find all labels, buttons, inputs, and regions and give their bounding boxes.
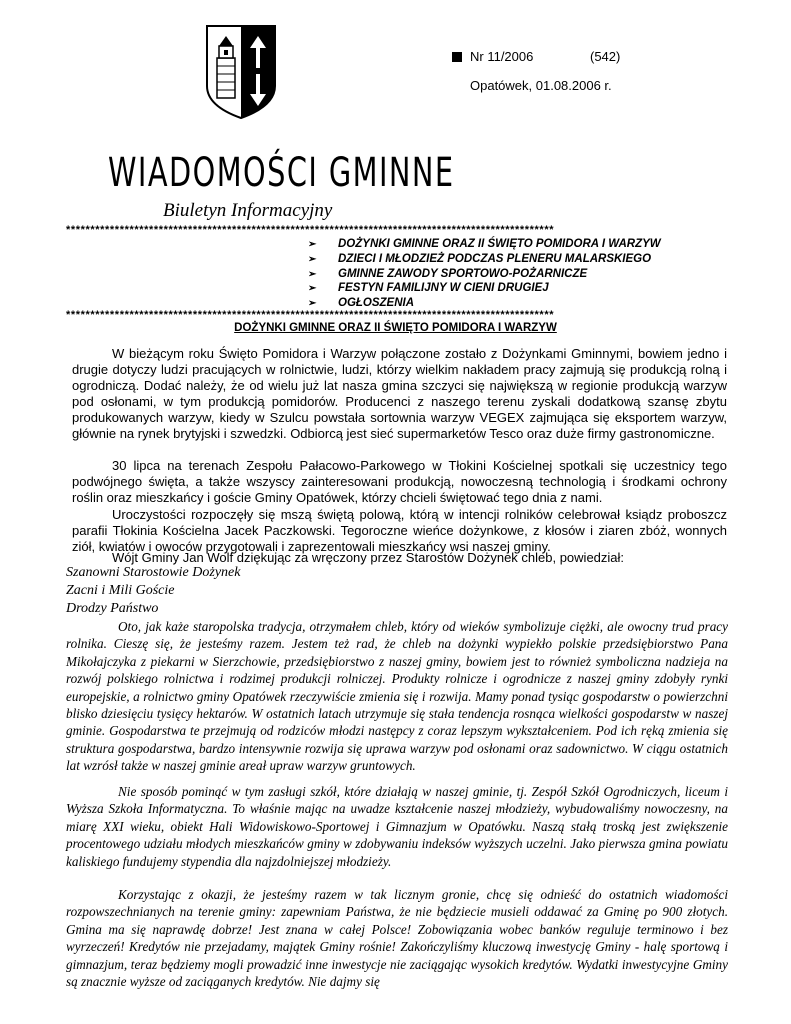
municipal-coat-of-arms-icon [205, 24, 277, 120]
speech-greeting: Szanowni Starostowie Dożynek [66, 565, 241, 580]
speech-paragraph: Korzystając z okazji, że jesteśmy razem w tak licznym gronie, chcę się odnieść do ostatnich wiadomości rozpowszechnianych na terenie gminy: zapewniam Państwa, że nie będziecie musieli oddawać za Gminę po 900 złotych. Gmina ma się naprawdę dobrze! Jest znana w całej Polsce! Zobowiązania wobec banków reguluje terminowo i bez wyrzeczeń! Kredytów nie przejadamy, majątek Gminy rośnie! Zakończyliśmy kluczową inwestycję Gminy - halę sportową i gimnazjum, teraz będziemy mogli prowadzić inne inwestycje nie zaciągając wysokich kredytów. Wydatki inwestycyjne Gminy są znacznie wyższe od zaciąganych kredytów. Nie dajmy się [66, 887, 728, 990]
article-paragraph: W bieżącym roku Święto Pomidora i Warzyw połączone zostało z Dożynkami Gminnymi, bowiem jedno i drugie dotyczy ludzi pracujących w rolnictwie, ludzi, którzy wielkim nakładem pracy zajmują się produkcją rolną i ogrodniczą. Dodać należy, że od wielu już lat nasza gmina szczyci się największą w regionie produkcją warzyw pod osłonami, w tym produkcją pomidorów. Producenci z naszego terenu zyskali dodatkową szansę zbytu produkowanych warzyw, kiedy w Szulcu powstała sortownia warzyw VEGEX zajmująca się eksportem warzyw, głównie na rynek brytyjski i szwedzki. Odbiorcą jest sieć supermarketów Tesco oraz duże firmy gastronomiczne. [72, 346, 727, 441]
issue-code: (542) [590, 49, 621, 64]
toc-item: ➢ OGŁOSZENIA [308, 296, 661, 311]
masthead-title: WIADOMOŚCI GMINNE [108, 150, 455, 196]
article-title: DOŻYNKI GMINNE ORAZ II ŚWIĘTO POMIDORA I WARZYW [234, 322, 557, 334]
masthead-subtitle: Biuletyn Informacyjny [163, 200, 333, 221]
star-separator-top: **************************************************************************************************** [66, 224, 555, 236]
arrow-bullet-icon: ➢ [308, 239, 317, 250]
place-date: Opatówek, 01.08.2006 r. [470, 78, 612, 93]
table-of-contents [308, 237, 661, 311]
article-paragraph: Wójt Gminy Jan Wolf dziękując za wręczony przez Starostów Dożynek chleb, powiedział: [112, 550, 625, 565]
square-bullet-icon [452, 52, 462, 62]
toc-item: ➢ FESTYN FAMILIJNY W CIENI DRUGIEJ [308, 281, 661, 296]
toc-item: ➢ DOŻYNKI GMINNE ORAZ II ŚWIĘTO POMIDORA I WARZYW [308, 237, 661, 252]
arrow-bullet-icon: ➢ [308, 283, 317, 295]
speech-greeting: Zacni i Mili Goście [66, 583, 175, 598]
article-paragraph: 30 lipca na terenach Zespołu Pałacowo-Parkowego w Tłokini Kościelnej spotkali się uczestnicy tego podwójnego święta, a także wszyscy zainteresowani produkcją, nowoczesną technologią i środkami ochrony roślin oraz mieszkańcy i goście Gminy Opatówek, którzy chcieli świętować tego dnia z nami. [72, 458, 727, 505]
article-paragraph: Uroczystości rozpoczęły się mszą świętą polową, którą w intencji rolników celebrował ksiądz proboszcz parafii Tłokinia Kościelna Jacek Paczkowski. Tegoroczne wieńce dożynkowe, z kłosów i ziaren zbóż, wonnych ziół, kwiatów i owoców przygotowali i zaprezentowali mieszkańcy wsi naszej gminy. [72, 507, 727, 554]
speech-paragraph: Nie sposób pominąć w tym zasługi szkół, które działają w naszej gminie, tj. Zespół Szkół Ogrodniczych, liceum i Wyższa Szkoła Informatyczna. To właśnie mając na uwadze kształcenie naszej młodzieży, wybudowaliśmy nowoczesny, na miarę XXI wieku, obiekt Hali Widowiskowo-Sportowej i Gimnazjum w Opatówku. Naszą stałą troską jest zwiększenie procentowego udziału młodych mieszkańców gminy w zdobywaniu indeksów wyższych uczelni. Jako pierwsza gmina powiatu kaliskiego fundujemy stypendia dla najzdolniejszej młodzieży. [66, 784, 728, 869]
arrow-bullet-icon: ➢ [308, 253, 317, 265]
speech-greeting: Drodzy Państwo [66, 601, 159, 616]
toc-item: ➢ DZIECI I MŁODZIEŻ PODCZAS PLENERU MALARSKIEGO [308, 252, 661, 267]
star-separator-bottom: **************************************************************************************************** [66, 309, 555, 321]
toc-item: ➢ GMINNE ZAWODY SPORTOWO-POŻARNICZE [308, 267, 661, 282]
arrow-bullet-icon: ➢ [308, 298, 317, 310]
issue-number: Nr 11/2006 [452, 49, 533, 64]
arrow-bullet-icon: ➢ [308, 268, 317, 280]
speech-paragraph: Oto, jak każe staropolska tradycja, otrzymałem chleb, który od wieków symbolizuje ciężki, ale owocny trud pracy rolnika. Cieszę się, że jesteśmy razem. Jestem też rad, że chleb na dożynki wypiekło polskie przedsiębiorstwo Pana Mikołajczyka z piekarni w Sierzchowie, przedsiębiorstwo z naszej gminy, bowiem jest to również symboliczna nadzieja na rozwój polskiego rolnictwa i rodzimej produkcji rolniczej. Produkty rolnicze i ogrodnicze z naszej gminy zdobyły rynki europejskie, a rolnictwo gminy Opatówek rzeczywiście zmienia się i rozwija. Mamy ponad tysiąc gospodarstw o powierzchni blisko dziesięciu tysięcy hektarów. W ostatnich latach utrzymuje się stała tendencja rosnąca wielkości gospodarstw w naszej gminie. Gospodarstwa te przejmują od rodziców młodzi następcy z coraz lepszym wykształceniem. Pod ich ręką zmienia się struktura gospodarstwa, bardzo intensywnie rozwija się uprawa warzyw pod osłonami oraz sadownictwo. W ciągu ostatnich lat wzrósł także w naszej gminie areał upraw warzyw gruntowych. [66, 619, 728, 774]
